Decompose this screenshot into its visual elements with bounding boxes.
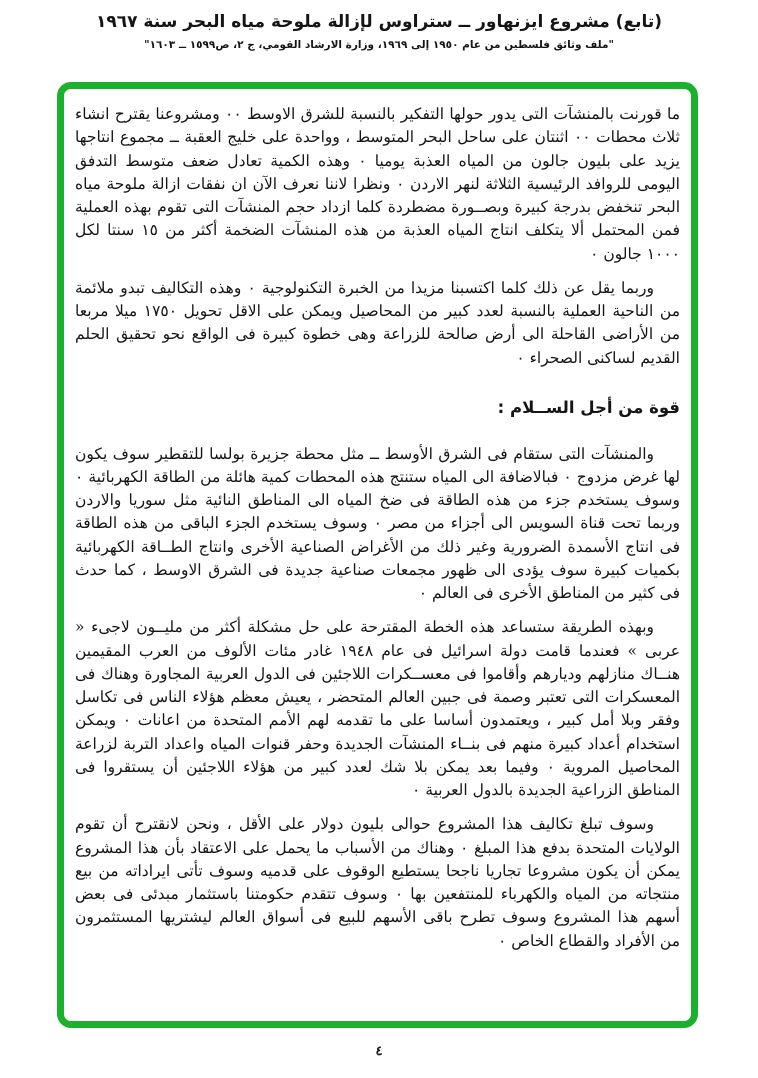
document-header: [0, 12, 758, 51]
paragraph: ما قورنت بالمنشآت التى يدور حولها التفكير بالنسبة للشرق الاوسط ٠٠ ومشروعنا يقترح انشاء ثلاث محطات ٠٠ اثنتان على ساحل البحر المتوسط ، وواحدة على خليج العقبة ــ مجموع انتاجها يزيد على بليون جالون من المياه العذبة يوميا ٠ وهذه الكمية تعادل ضعف متوسط التدفق اليومى للروافد الرئيسية الثلاثة لنهر الاردن ٠ ونظرا لاننا نعرف الآن ان نفقات ازالة ملوحة مياه البحر تنخفض بدرجة كبيرة وبصــورة مضطردة كلما ازداد حجم المنشآت التى تقوم بهذه العملية فمن المحتمل ألا يتكلف انتاج المياه العذبة من هذه المنشآت الضخمة أكثر من ١٥ سنتا لكل ١٠٠٠ جالون ٠: [75, 105, 680, 263]
page-title: (تابع) مشروع ايزنهاور ــ ستراوس لإزالة ملوحة مياه البحر سنة ١٩٦٧: [95, 12, 662, 32]
section-heading: قوة من أجل الســلام :: [497, 397, 680, 417]
source-citation: "ملف وثائق فلسطين من عام ١٩٥٠ إلى ١٩٦٩، وزارة الارشاد القومي، ج ٢، ص١٥٩٩ ــ ١٦٠٣": [144, 39, 614, 51]
page-number: ٤: [375, 1044, 383, 1059]
article-body: [75, 103, 680, 953]
paragraph: وسوف تبلغ تكاليف هذا المشروع حوالى بليون دولار على الأقل ، ونحن لانقترح أن تقوم الولايات المتحدة بدفع هذا المبلغ ٠ وهناك من الأسباب ما يحمل على الاعتقاد بأن هذا المشروع يمكن أن يكون مشروعا تجاريا ناجحا يستطيع الوقوف على قدميه وسوف تأتى ايراداته من بيع منتجاته من المياه والكهرباء للمنتفعين بها ٠ وسوف تتقدم حكومتنا باستثمار مبدئى فى بعض أسهم هذا المشروع وسوف تطرح باقى الأسهم للبيع فى أسواق العالم ليشتريها المستثمرون من الأفراد والقطاع الخاص ٠: [75, 815, 680, 950]
paragraph: والمنشآت التى ستقام فى الشرق الأوسط ــ مثل محطة جزيرة بولسا للتقطير سوف يكون لها غرض مزدوج ٠ فبالاضافة الى المياه ستنتج هذه المحطات كمية هائلة من الطاقة الكهربائية ٠ وسوف يستخدم جزء من هذه الطاقة فى ضخ المياه الى المناطق النائية مثل سوريا والاردن وربما تحت قناة السويس الى أجزاء من مصر ٠ وسوف يستخدم الجزء الباقى من هذه الطاقة فى انتاج الأسمدة الضرورية وغير ذلك من الأغراض الصناعية الأخرى وانتاج الطــاقة الكهربائية بكميات كبيرة سوف يؤدى الى ظهور مجمعات صناعية جديدة فى الشرق الاوسط ، كما حدث فى كثير من المناطق الأخرى فى العالم ٠: [75, 444, 680, 602]
paragraph: وبهذه الطريقة ستساعد هذه الخطة المقترحة على حل مشكلة أكثر من مليــون لاجىء « عربى » فعندما قامت دولة اسرائيل فى عام ١٩٤٨ غادر مئات الألوف من العرب المقيمين هنــاك منازلهم وديارهم وأقاموا فى معســكرات اللاجئين فى الدول العربية المجاورة وهناك فى المعسكرات التى تعتبر وصمة فى جبين العالم المتحضر ، يعيش معظم هؤلاء الناس فى تكاسل وفقر وبلا أمل كبير ، ويعتمدون أساسا على ما تقدمه لهم الأمم المتحدة من اعانات ٠ ويمكن استخدام أعداد كبيرة منهم فى بنــاء المنشآت الجديدة وحفر قنوات المياه واعداد التربة لزراعة المحاصيل المروية ٠ وفيما بعد يمكن بلا شك لعدد كبير من هؤلاء اللاجئين أن يستقروا فى المناطق الزراعية الجديدة بالدول العربية ٠: [75, 618, 681, 799]
paragraph: وربما يقل عن ذلك كلما اكتسبنا مزيدا من الخبرة التكنولوجية ٠ وهذه التكاليف تبدو ملائمة من الناحية العملية بالنسبة لعدد كبير من المحاصيل ويمكن على الاقل تحويل ١٧٥٠ ميلا مربعا من الأراضى القاحلة الى أرض صالحة للزراعة وهى خطوة كبيرة فى الواقع نحو تحقيق الحلم القديم لساكنى الصحراء ٠: [75, 278, 680, 367]
green-border-frame: [57, 82, 698, 1028]
